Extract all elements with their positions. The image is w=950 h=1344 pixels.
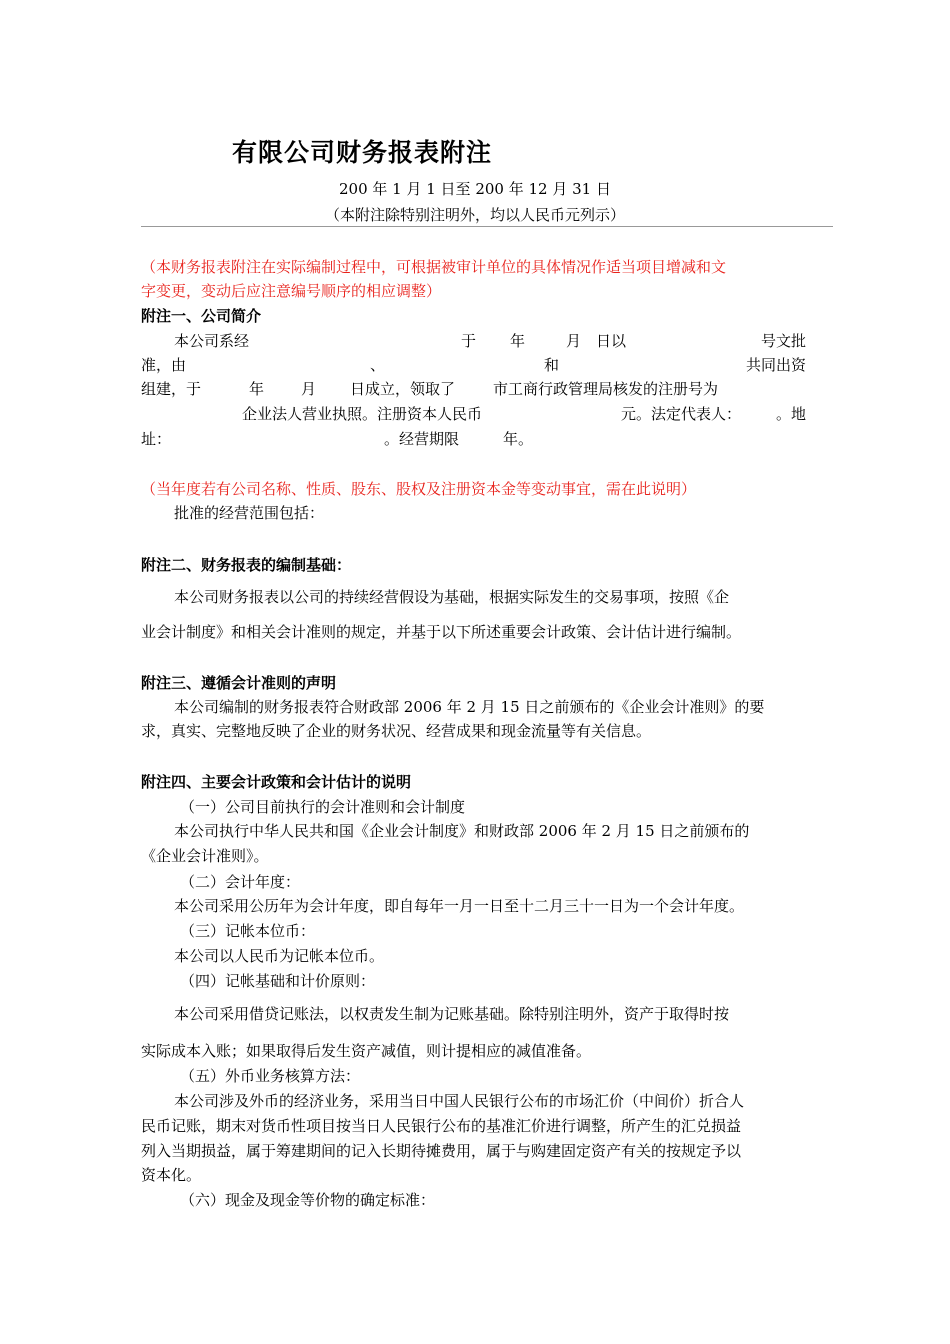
note1-p2-d: 共同出资 bbox=[746, 356, 807, 374]
instruction-line-1: （本财务报表附注在实际编制过程中，可根据被审计单位的具体情况作适当项目增减和文 bbox=[141, 258, 727, 276]
note1-p1-e: 日以 bbox=[596, 332, 627, 350]
note2-heading: 附注二、财务报表的编制基础： bbox=[141, 556, 352, 574]
note1-heading: 附注一、公司简介 bbox=[141, 307, 262, 325]
page-title: 有限公司财务报表附注 bbox=[232, 138, 493, 167]
note4-s3-title: （三）记帐本位币： bbox=[180, 922, 316, 940]
note3-line-2: 求，真实、完整地反映了企业的财务状况、经营成果和现金流量等有关信息。 bbox=[141, 722, 652, 740]
note1-p2-a: 准，由 bbox=[141, 356, 187, 374]
note4-s5-line-1: 本公司涉及外币的经济业务，采用当日中国人民银行公布的市场汇价（中间价）折合人 bbox=[174, 1092, 745, 1110]
note1-p2-c: 和 bbox=[544, 356, 560, 374]
note4-s5-line-4: 资本化。 bbox=[141, 1166, 202, 1184]
note1-p4-b: 元。法定代表人： bbox=[621, 405, 742, 423]
header-divider bbox=[141, 226, 833, 227]
note4-s1-line-1: 本公司执行中华人民共和国《企业会计制度》和财政部 2006 年 2 月 15 日之前颁布的 bbox=[174, 822, 750, 840]
note4-s4-line-2: 实际成本入账；如果取得后发生资产减值，则计提相应的减值准备。 bbox=[141, 1042, 592, 1060]
note4-s4-line-1: 本公司采用借贷记账法，以权责发生制为记账基础。除特别注明外，资产于取得时按 bbox=[174, 1005, 730, 1023]
note1-p2-b: 、 bbox=[370, 356, 386, 374]
note4-s1-line-2: 《企业会计准则》。 bbox=[141, 847, 269, 865]
note1-scope: 批准的经营范围包括： bbox=[174, 504, 325, 522]
note2-line-2: 业会计制度》和相关会计准则的规定，并基于以下所述重要会计政策、会计估计进行编制。 bbox=[141, 623, 742, 641]
note4-s5-line-2: 民币记账，期末对货币性项目按当日人民银行公布的基准汇价进行调整，所产生的汇兑损益 bbox=[141, 1117, 742, 1135]
note1-p1-b: 于 bbox=[461, 332, 477, 350]
note4-heading: 附注四、主要会计政策和会计估计的说明 bbox=[141, 773, 412, 791]
note1-p1-d: 月 bbox=[566, 332, 582, 350]
report-period: 200 年 1 月 1 日至 200 年 12 月 31 日 bbox=[339, 180, 611, 198]
note4-s5-title: （五）外币业务核算方法： bbox=[180, 1067, 361, 1085]
note1-p3-d: 日成立，领取了 bbox=[350, 380, 456, 398]
note1-p3-b: 年 bbox=[249, 380, 265, 398]
note1-p3-a: 组建，于 bbox=[141, 380, 202, 398]
note2-line-1: 本公司财务报表以公司的持续经营假设为基础，根据实际发生的交易事项，按照《企 bbox=[174, 588, 730, 606]
note1-p4-c: 。地 bbox=[776, 405, 807, 423]
note1-p5-b: 。经营期限 bbox=[384, 430, 460, 448]
note1-p1-c: 年 bbox=[510, 332, 526, 350]
note4-s2-title: （二）会计年度： bbox=[180, 873, 301, 891]
note1-p5-c: 年。 bbox=[503, 430, 534, 448]
note4-s5-line-3: 列入当期损益，属于筹建期间的记入长期待摊费用，属于与购建固定资产有关的按规定予以 bbox=[141, 1142, 742, 1160]
note4-s3-text: 本公司以人民币为记帐本位币。 bbox=[174, 947, 385, 965]
note1-p3-c: 月 bbox=[301, 380, 317, 398]
note3-heading: 附注三、遵循会计准则的声明 bbox=[141, 674, 337, 692]
note1-p1-a: 本公司系经 bbox=[174, 332, 250, 350]
note3-line-1: 本公司编制的财务报表符合财政部 2006 年 2 月 15 日之前颁布的《企业会计准则》的要 bbox=[174, 698, 765, 716]
note1-p1-f: 号文批 bbox=[761, 332, 807, 350]
instruction-line-2: 字变更，变动后应注意编号顺序的相应调整） bbox=[141, 282, 442, 300]
note4-s1-title: （一）公司目前执行的会计准则和会计制度 bbox=[180, 798, 466, 816]
note1-p4-a: 企业法人营业执照。注册资本人民币 bbox=[242, 405, 483, 423]
note4-s4-title: （四）记帐基础和计价原则： bbox=[180, 972, 376, 990]
note1-red-note: （当年度若有公司名称、性质、股东、股权及注册资本金等变动事宜，需在此说明） bbox=[141, 480, 697, 498]
note4-s6-title: （六）现金及现金等价物的确定标准： bbox=[180, 1191, 436, 1209]
note1-p3-e: 市工商行政管理局核发的注册号为 bbox=[493, 380, 719, 398]
currency-note: （本附注除特别注明外，均以人民币元列示） bbox=[324, 206, 625, 224]
note1-p5-a: 址： bbox=[141, 430, 172, 448]
note4-s2-text: 本公司采用公历年为会计年度，即自每年一月一日至十二月三十一日为一个会计年度。 bbox=[174, 897, 745, 915]
